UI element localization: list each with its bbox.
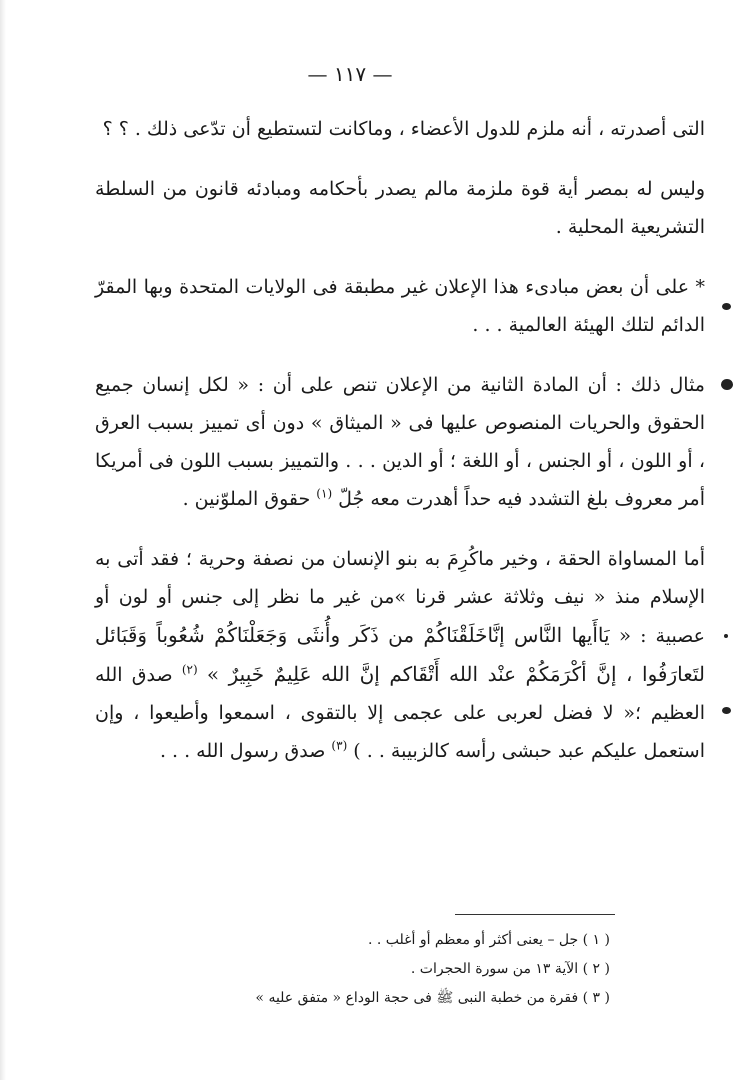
islam-paragraph — [95, 540, 705, 770]
footnote-separator — [455, 914, 615, 915]
paragraph-2: وليس له بمصر أية قوة ملزمة مالم يصدر بأحكامه ومبادئه قانون من السلطة التشريعية المحلية . — [95, 178, 705, 238]
footnote-ref-1: (١) — [316, 486, 333, 501]
page-number: — ١١٧ — — [307, 62, 393, 86]
paragraph-3: * على أن بعض مبادىء هذا الإعلان غير مطبقة فى الولايات المتحدة وبها المقرّ الدائم لتلك الهيئة العالمية . . . — [95, 276, 705, 336]
footnote-ref-2: (٢) — [181, 662, 198, 677]
margin-ink-mark — [721, 379, 733, 390]
footnote-2: ( ٢ ) الآية ١٣ من سورة الحجرات . — [410, 961, 610, 977]
margin-ink-mark — [724, 634, 728, 638]
example-paragraph — [95, 366, 705, 518]
islam-text-3: صدق رسول الله . . . — [159, 740, 326, 762]
footnote-3: ( ٣ ) فقرة من خطبة النبى ﷺ فى حجة الوداع « متفق عليه » — [255, 990, 610, 1006]
margin-ink-mark — [722, 303, 731, 310]
footnote-1: ( ١ ) جل – يعنى أكثر أو معظم أو أغلب . . — [367, 932, 610, 948]
page-edge-shadow — [0, 0, 6, 1080]
footnotes — [95, 926, 610, 1013]
example-text: مثال ذلك : أن المادة الثانية من الإعلان تنص على أن : « لكل إنسان جميع الحقوق والحريات المنصوص عليها فى « الميثاق » دون أى تمييز بسبب العرق ، أو اللون ، أو الجنس ، أو اللغة ؛ أو الدين . . . والتمييز بسبب اللون فى أمريكا أمر معروف بلغ التشدد فيه حداً أهدرت معه جُلّ — [95, 374, 705, 510]
quran-verse: « يَاأَيها النَّاس إنَّاخَلَقْنَاكُمْ من ذَكَر وأُنثَى وَجَعَلْنَاكُمْ شُعُوباً وَقَبَائل لتَعارَفُوا ، إنَّ أكْرَمَكُمْ عنْد الله أَتْقَاكم إنَّ الله عَلِيمٌ خَبِيرٌ » — [95, 623, 706, 686]
margin-ink-mark — [722, 707, 731, 714]
footnote-ref-3: (٣) — [331, 738, 348, 753]
example-text-end: حقوق الملوّنين . — [182, 488, 311, 510]
paragraph-1: التى أصدرته ، أنه ملزم للدول الأعضاء ، وماكانت لتستطيع أن تدّعى ذلك . ؟ ؟ — [102, 118, 705, 140]
islam-text-2: صدق الله العظيم ؛« لا فضل لعربى على عجمى إلا بالتقوى ، اسمعوا وأطيعوا ، وإن استعمل عليكم عبد حبشى رأسه كالزبيبة . . ) — [95, 664, 705, 762]
main-text — [95, 110, 705, 788]
islam-text-1: أما المساواة الحقة ، وخير ماكُرِمَ به بنو الإنسان من نصفة وحرية ؛ فقد أتى به الإسلام منذ « نيف وثلاثة عشر قرنا »من غير ما نظر إلى جنس أو لون أو عصبية : — [95, 548, 705, 647]
